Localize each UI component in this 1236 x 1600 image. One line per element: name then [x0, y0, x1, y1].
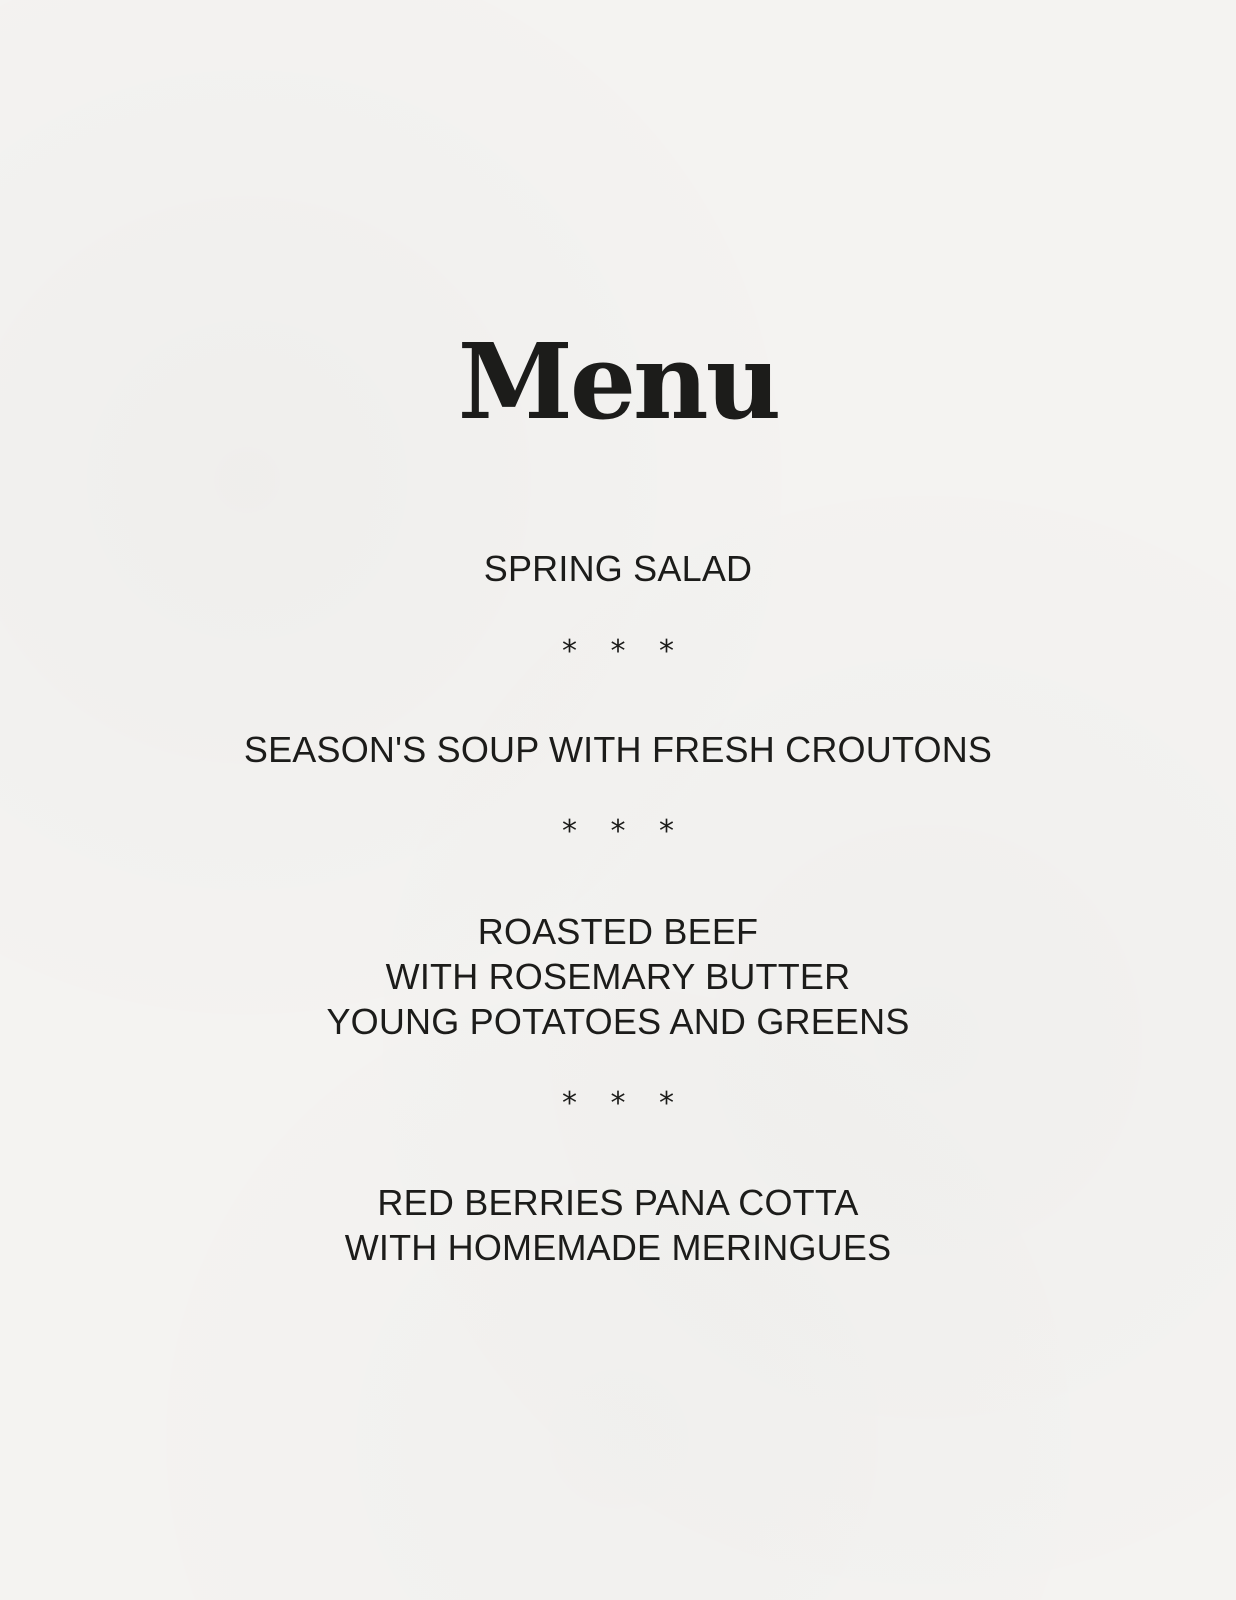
course-divider: * * * [561, 634, 687, 669]
course-line: YOUNG POTATOES AND GREENS [326, 1001, 910, 1042]
course-soup [0, 727, 1236, 772]
course-line: RED BERRIES PANA COTTA [377, 1182, 859, 1223]
course-divider: * * * [561, 1086, 687, 1121]
course-line: WITH HOMEMADE MERINGUES [344, 1227, 892, 1268]
course-line: SEASON'S SOUP WITH FRESH CROUTONS [243, 729, 993, 770]
course-line: WITH ROSEMARY BUTTER [385, 956, 851, 997]
page-title: Menu [457, 320, 779, 443]
course-salad [0, 546, 1236, 591]
course-line: ROASTED BEEF [477, 911, 759, 952]
course-divider: * * * [561, 814, 687, 849]
course-line: SPRING SALAD [483, 548, 753, 589]
course-main [0, 909, 1236, 1044]
course-dessert [0, 1180, 1236, 1270]
